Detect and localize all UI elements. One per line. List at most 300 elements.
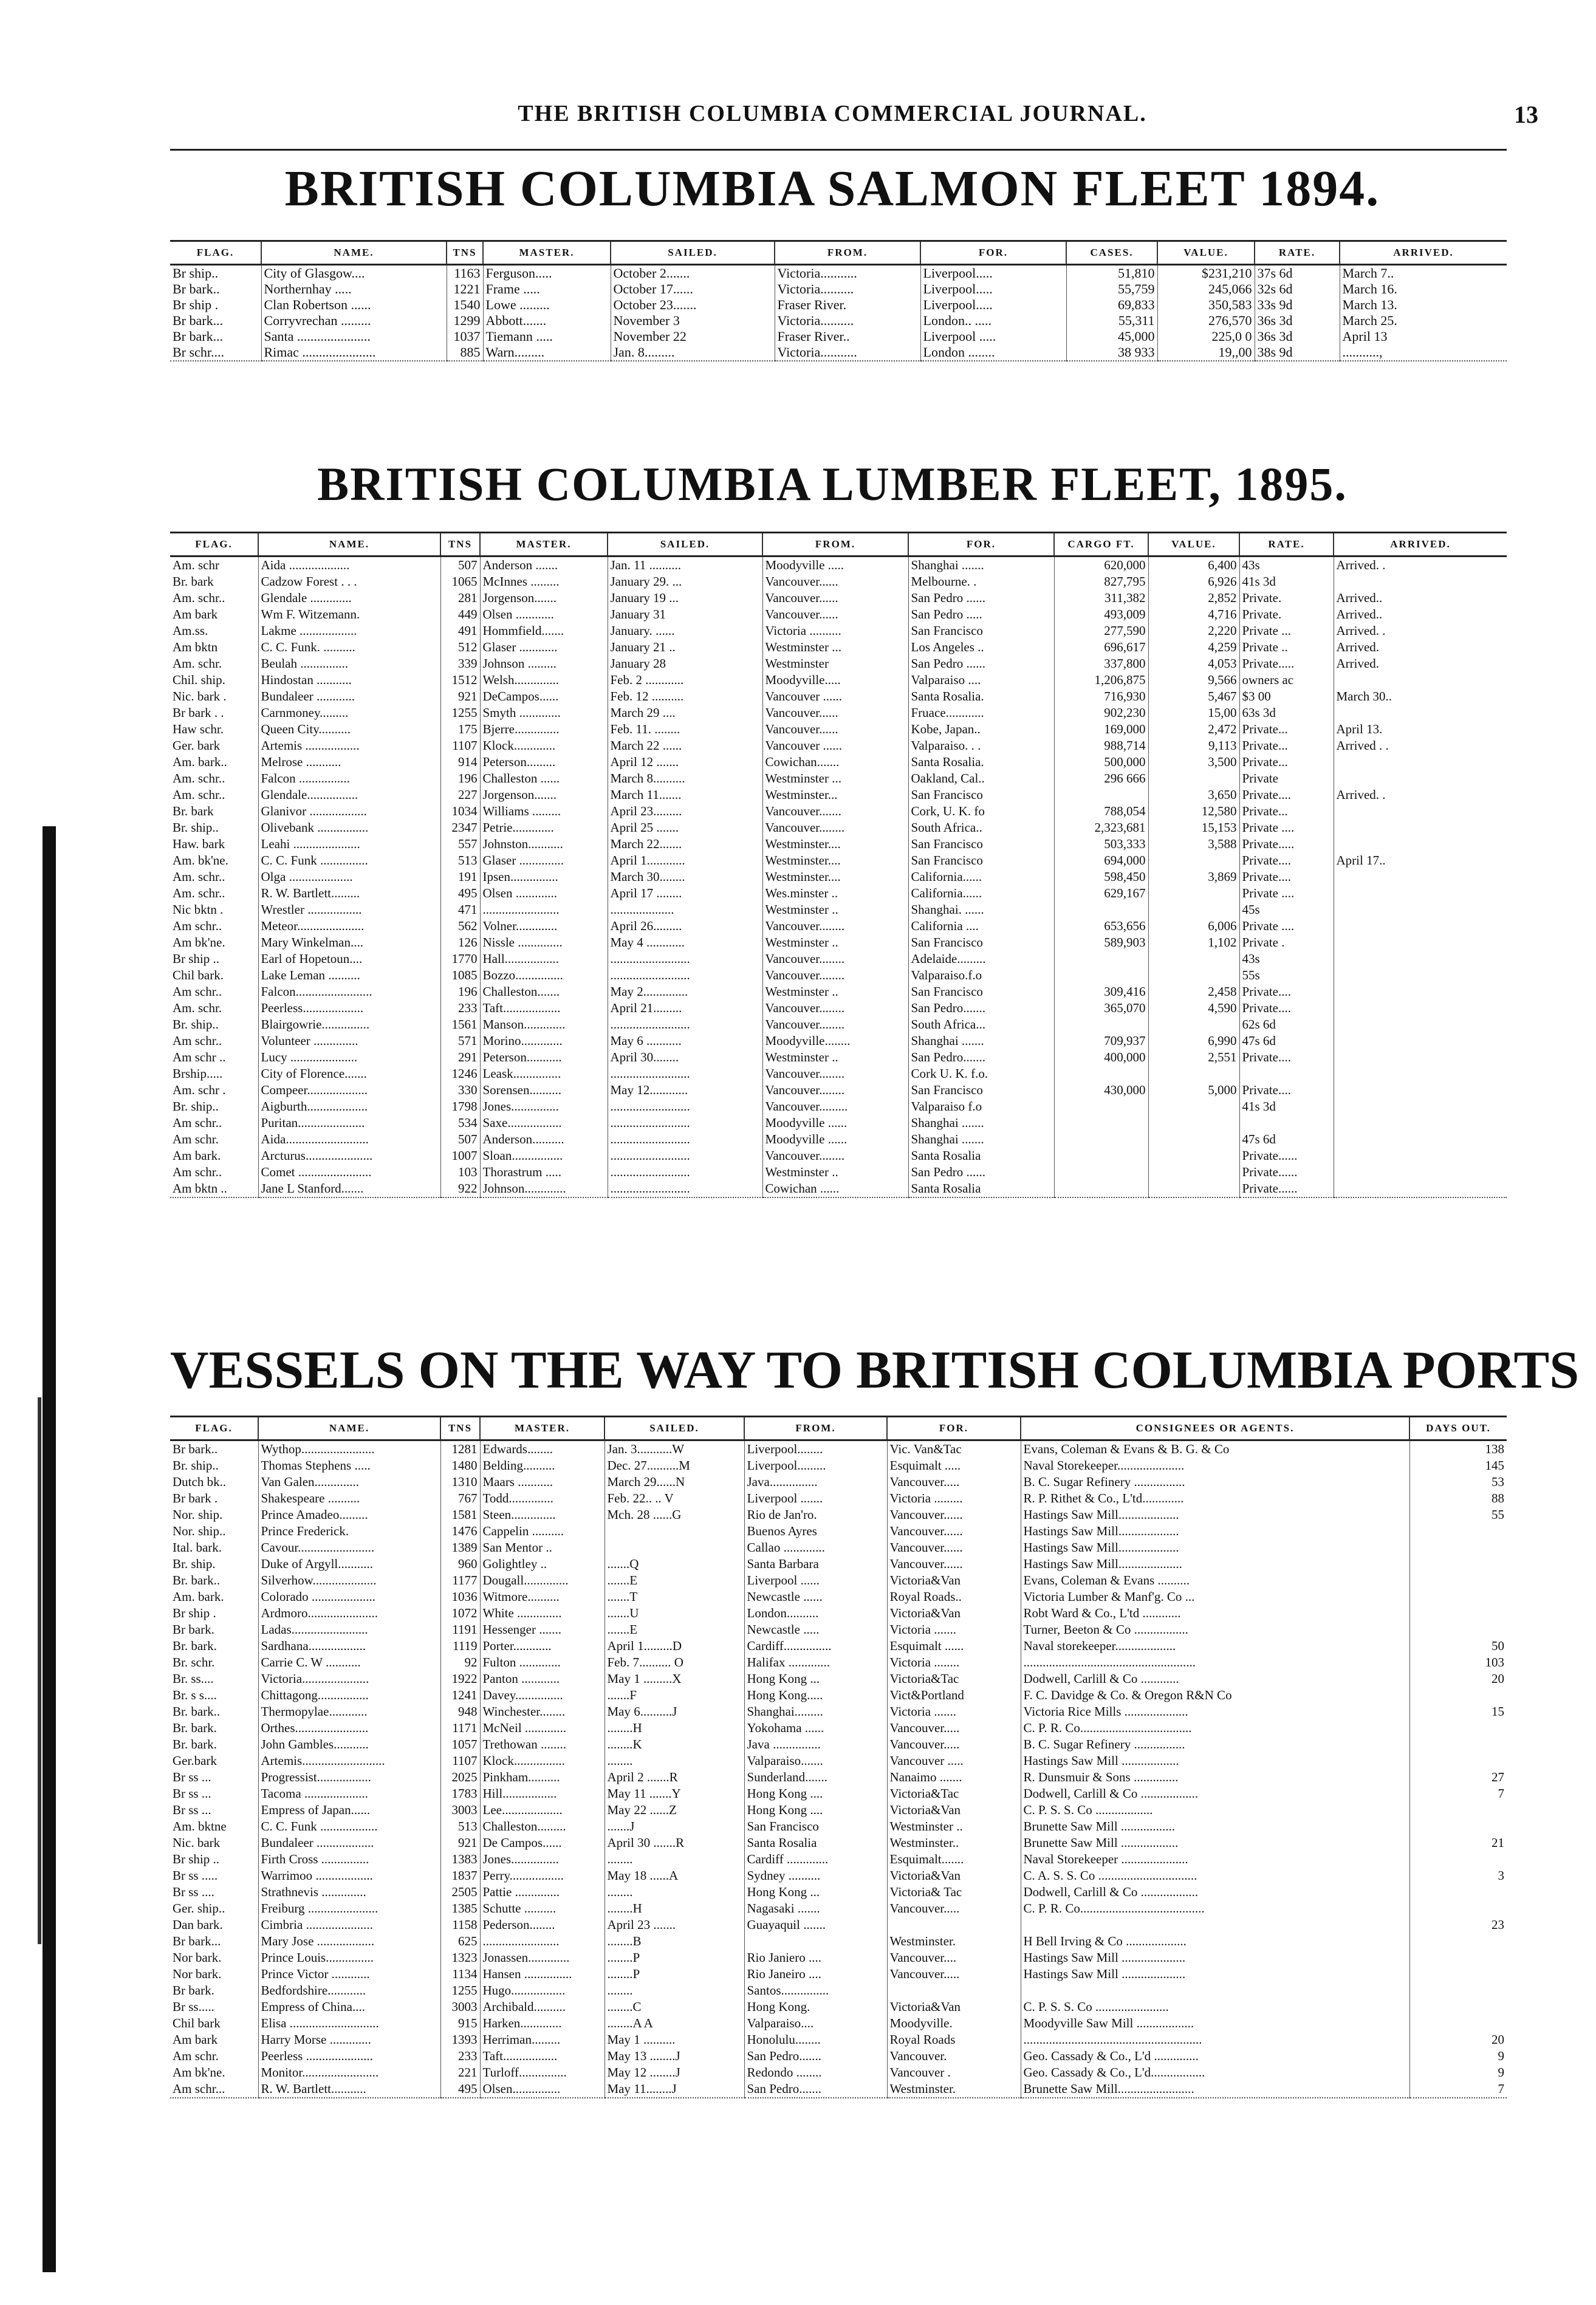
salmon-cell: Northernhay ..... <box>261 281 447 297</box>
vessels-cell: Esquimalt....... <box>887 1851 1021 1868</box>
lumber-cell: Westminster .. <box>762 1049 908 1066</box>
vessels-cell: Halifax ............. <box>744 1654 887 1671</box>
lumber-cell: San Pedro ...... <box>908 590 1054 606</box>
lumber-cell: Cowichan....... <box>762 754 908 770</box>
lumber-cell: 2,220 <box>1148 623 1239 639</box>
lumber-cell: ......................... <box>608 1115 762 1131</box>
lumber-cell: 4,716 <box>1148 606 1239 623</box>
vessels-cell: 145 <box>1409 1457 1507 1474</box>
vessels-cell: Panton ............ <box>480 1671 604 1687</box>
vessels-cell: Herriman......... <box>480 2032 604 2048</box>
lumber-cell: Nic bktn . <box>173 902 224 917</box>
lumber-cell: 557 <box>440 836 480 852</box>
vessels-cell: C. P. S. S. Co ....................... <box>1021 1999 1409 2015</box>
lumber-cell <box>1334 1164 1507 1180</box>
vessels-cell: 1036 <box>440 1589 480 1605</box>
lumber-cell: Private ... <box>1239 623 1334 639</box>
lumber-cell: Am. schr. <box>173 656 222 671</box>
lumber-row <box>170 787 1507 803</box>
vessels-row <box>170 1851 1507 1868</box>
lumber-cell: 296 666 <box>1054 770 1148 787</box>
lumber-row <box>170 1164 1507 1180</box>
lumber-cell: Anderson ....... <box>480 557 608 574</box>
vessels-rows <box>170 1440 1507 2098</box>
lumber-cell: Arrived.. <box>1334 590 1507 606</box>
vessels-cell: Klock................ <box>480 1753 604 1769</box>
lumber-cell: 62s 6d <box>1239 1016 1334 1033</box>
lumber-cell: Am schr.. <box>173 1033 222 1048</box>
lumber-cell: Leahi ..................... <box>258 836 440 852</box>
salmon-col-header: FROM. <box>775 241 920 265</box>
lumber-cell: City of Florence....... <box>258 1066 440 1082</box>
lumber-cell: 2,458 <box>1148 984 1239 1000</box>
vessels-cell: 53 <box>1409 1474 1507 1490</box>
vessels-cell: 1107 <box>440 1753 480 1769</box>
lumber-cell: 15,153 <box>1148 820 1239 836</box>
vessels-cell: Edwards........ <box>480 1440 604 1458</box>
vessels-cell: San Pedro....... <box>744 2048 887 2064</box>
lumber-cell: San Francisco <box>908 623 1054 639</box>
lumber-cell: Challeston ...... <box>480 770 608 787</box>
lumber-cell: Moodyville ...... <box>762 1131 908 1148</box>
lumber-cell: 620,000 <box>1054 557 1148 574</box>
vessels-col-header: CONSIGNEES OR AGENTS. <box>1021 1417 1409 1440</box>
lumber-cell: Am. bark.. <box>173 755 227 769</box>
lumber-cell <box>1334 951 1507 967</box>
vessels-row <box>170 1884 1507 1900</box>
vessels-cell: 1134 <box>440 1966 480 1982</box>
lumber-cell: Bundaleer ............ <box>258 688 440 705</box>
salmon-cell: Jan. 8......... <box>611 344 775 361</box>
vessels-cell: Cavour........................ <box>258 1540 440 1556</box>
vessels-cell: Olsen............... <box>480 2081 604 2098</box>
vessels-cell <box>1409 1572 1507 1589</box>
lumber-cell: 589,903 <box>1054 934 1148 951</box>
vessels-cell: Victoria&Van <box>887 1802 1021 1818</box>
lumber-cell <box>1334 820 1507 836</box>
vessels-cell: Br. bark. <box>173 1721 217 1735</box>
vessels-cell: 20 <box>1409 1671 1507 1687</box>
vessels-cell: April 23 ....... <box>604 1917 744 1933</box>
vessels-row <box>170 1638 1507 1654</box>
vessels-cell: .......F <box>604 1687 744 1704</box>
salmon-cell: Liverpool ..... <box>920 329 1066 344</box>
vessels-cell: Davey............... <box>480 1687 604 1704</box>
lumber-cell: Aigburth................... <box>258 1098 440 1115</box>
lumber-cell: Private.... <box>1239 1049 1334 1066</box>
vessels-cell: 1281 <box>440 1440 480 1458</box>
vessels-cell: Cappelin .......... <box>480 1523 604 1540</box>
vessels-cell: Dodwell, Carlill & Co ............ <box>1021 1671 1409 1687</box>
lumber-cell: 5,000 <box>1148 1082 1239 1098</box>
vessels-cell: Vancouver.... <box>887 1950 1021 1966</box>
vessels-cell: Westminster. <box>887 2081 1021 2098</box>
vessels-cell: Prince Victor ............ <box>258 1966 440 1982</box>
lumber-cell: Shanghai ....... <box>908 557 1054 574</box>
salmon-cell: April 13 <box>1340 329 1507 344</box>
vessels-cell: Victoria..................... <box>258 1671 440 1687</box>
lumber-cell: April 12 ....... <box>608 754 762 770</box>
salmon-header-row <box>170 241 1507 265</box>
lumber-cell: Arrived. . <box>1334 623 1507 639</box>
vessels-cell <box>1409 2015 1507 2032</box>
lumber-cell: DeCampos...... <box>480 688 608 705</box>
lumber-cell: March 30........ <box>608 869 762 885</box>
salmon-cell: Santa ...................... <box>261 329 447 344</box>
lumber-cell: Olga .................... <box>258 869 440 885</box>
lumber-cell <box>1334 918 1507 934</box>
lumber-cell: Westminster <box>762 656 908 672</box>
lumber-cell: Am bark <box>173 607 218 622</box>
lumber-cell: Artemis ................. <box>258 738 440 754</box>
vessels-cell: Westminster .. <box>887 1818 1021 1835</box>
lumber-cell: Br. bark <box>173 804 214 818</box>
vessels-cell: Shanghai......... <box>744 1704 887 1720</box>
vessels-cell: C. P. R. Co....................................... <box>1021 1900 1409 1917</box>
salmon-cell: 55,311 <box>1066 313 1157 329</box>
vessels-cell: 1072 <box>440 1605 480 1622</box>
vessels-cell: ........K <box>604 1736 744 1753</box>
lumber-cell: 6,400 <box>1148 557 1239 574</box>
lumber-cell: Vancouver........ <box>762 820 908 836</box>
lumber-cell: 12,580 <box>1148 803 1239 820</box>
vessels-row <box>170 1474 1507 1490</box>
lumber-cell: 507 <box>440 557 480 574</box>
lumber-cell: San Francisco <box>908 984 1054 1000</box>
vessels-title: VESSELS ON THE WAY TO BRITISH COLUMBIA PORTS <box>170 1341 1580 1400</box>
vessels-cell: Hastings Saw Mill .................... <box>1021 1950 1409 1966</box>
vessels-cell: London.......... <box>744 1605 887 1622</box>
lumber-cell: Meteor..................... <box>258 918 440 934</box>
lumber-cell: Santa Rosalia <box>908 1148 1054 1164</box>
lumber-cell <box>1148 1131 1239 1148</box>
lumber-cell <box>1054 1066 1148 1082</box>
lumber-cell: Private . <box>1239 934 1334 951</box>
vessels-cell: Br ss ... <box>173 1786 211 1801</box>
lumber-cell <box>1148 1148 1239 1164</box>
lumber-cell <box>1334 574 1507 590</box>
lumber-cell: Johnson ......... <box>480 656 608 672</box>
lumber-cell: Vancouver...... <box>762 606 908 623</box>
lumber-cell: Wrestler ................. <box>258 902 440 918</box>
lumber-cell: Challeston....... <box>480 984 608 1000</box>
vessels-row <box>170 1835 1507 1851</box>
lumber-cell: Vancouver....... <box>762 803 908 820</box>
salmon-cell: 1037 <box>447 329 483 344</box>
lumber-cell: 629,167 <box>1054 885 1148 902</box>
vessels-cell: 88 <box>1409 1490 1507 1507</box>
salmon-col-header: MASTER. <box>483 241 611 265</box>
lumber-cell: owners ac <box>1239 672 1334 688</box>
lumber-row <box>170 869 1507 885</box>
vessels-cell: Br ss ... <box>173 1770 211 1784</box>
lumber-cell <box>1148 1180 1239 1197</box>
vessels-row <box>170 1818 1507 1835</box>
vessels-cell: Vancouver..... <box>887 1474 1021 1490</box>
lumber-col-header: SAILED. <box>608 533 762 557</box>
vessels-cell: Vancouver. <box>887 2048 1021 2064</box>
lumber-cell: 43s <box>1239 557 1334 574</box>
vessels-cell: Chil bark <box>173 2016 221 2030</box>
vessels-cell: Victoria ......... <box>887 1490 1021 1507</box>
lumber-cell: Private .. <box>1239 639 1334 656</box>
lumber-header-row <box>170 533 1507 557</box>
lumber-row <box>170 688 1507 705</box>
lumber-cell: Lucy ..................... <box>258 1049 440 1066</box>
lumber-cell: Cowichan ...... <box>762 1180 908 1197</box>
lumber-cell: 6,006 <box>1148 918 1239 934</box>
lumber-row <box>170 1000 1507 1016</box>
vessels-row <box>170 1490 1507 1507</box>
lumber-cell: 1,206,875 <box>1054 672 1148 688</box>
vessels-cell: Vancouver...... <box>887 1556 1021 1572</box>
vessels-cell: Jones............... <box>480 1851 604 1868</box>
vessels-cell: C. P. S. S. Co .................. <box>1021 1802 1409 1818</box>
vessels-cell <box>1409 1884 1507 1900</box>
vessels-cell: Brunette Saw Mill ................. <box>1021 1818 1409 1835</box>
vessels-cell: Yokohama ...... <box>744 1720 887 1736</box>
vessels-row <box>170 1622 1507 1638</box>
vessels-cell: Victoria&Van <box>887 1572 1021 1589</box>
vessels-cell: Freiburg ...................... <box>258 1900 440 1917</box>
vessels-cell: 1310 <box>440 1474 480 1490</box>
lumber-row <box>170 1115 1507 1131</box>
salmon-cell: 36s 3d <box>1255 313 1340 329</box>
salmon-col-header: RATE. <box>1255 241 1340 265</box>
lumber-cell: Nissle .............. <box>480 934 608 951</box>
lumber-cell: 339 <box>440 656 480 672</box>
salmon-cell: London.. ..... <box>920 313 1066 329</box>
lumber-cell: 126 <box>440 934 480 951</box>
vessels-cell: Sardhana.................. <box>258 1638 440 1654</box>
lumber-cell: 330 <box>440 1082 480 1098</box>
lumber-cell: 2,852 <box>1148 590 1239 606</box>
vessels-cell: San Pedro....... <box>744 2081 887 2098</box>
vessels-cell: Steen.............. <box>480 1507 604 1523</box>
vessels-col-header: FOR. <box>887 1417 1021 1440</box>
lumber-cell: Shanghai ....... <box>908 1115 1054 1131</box>
vessels-cell: Br ship . <box>173 1606 216 1620</box>
lumber-cell: 1246 <box>440 1066 480 1082</box>
vessels-cell: May 6..........J <box>604 1704 744 1720</box>
lumber-cell: 2,551 <box>1148 1049 1239 1066</box>
vessels-cell: Hansen ............... <box>480 1966 604 1982</box>
vessels-cell: Pederson........ <box>480 1917 604 1933</box>
salmon-cell: 225,0 0 <box>1157 329 1255 344</box>
lumber-cell: Feb. 2 ............ <box>608 672 762 688</box>
vessels-cell: Liverpool ....... <box>744 1490 887 1507</box>
lumber-col-header: RATE. <box>1239 533 1334 557</box>
vessels-cell: Evans, Coleman & Evans & B. G. & Co <box>1021 1440 1409 1458</box>
vessels-cell: Warrimoo .................. <box>258 1868 440 1884</box>
salmon-cell: 885 <box>447 344 483 361</box>
lumber-cell <box>1334 705 1507 721</box>
lumber-cell: 45s <box>1239 902 1334 918</box>
vessels-cell: April 2 .......R <box>604 1769 744 1786</box>
lumber-cell <box>1334 803 1507 820</box>
vessels-cell: May 1 .......... <box>604 2032 744 2048</box>
vessels-cell: Vancouver ..... <box>887 1753 1021 1769</box>
vessels-cell: 960 <box>440 1556 480 1572</box>
lumber-cell: Private..... <box>1239 836 1334 852</box>
lumber-cell: Private <box>1239 770 1334 787</box>
vessels-cell: Victoria&Van <box>887 1868 1021 1884</box>
lumber-cell: Am bktn <box>173 640 218 654</box>
vessels-cell: Naval Storekeeper ..................... <box>1021 1851 1409 1868</box>
vessels-cell: 7 <box>1409 1786 1507 1802</box>
lumber-col-header: FROM. <box>762 533 908 557</box>
lumber-cell: January 19 ... <box>608 590 762 606</box>
vessels-cell: Feb. 7.......... O <box>604 1654 744 1671</box>
vessels-cell <box>1409 1523 1507 1540</box>
vessels-cell: C. A. S. S. Co ............................... <box>1021 1868 1409 1884</box>
lumber-row <box>170 934 1507 951</box>
lumber-row <box>170 672 1507 688</box>
lumber-cell: 337,800 <box>1054 656 1148 672</box>
vessels-cell: Victoria&Tac <box>887 1786 1021 1802</box>
lumber-row <box>170 606 1507 623</box>
lumber-cell: 4,590 <box>1148 1000 1239 1016</box>
vessels-cell: San Francisco <box>744 1818 887 1835</box>
lumber-row <box>170 639 1507 656</box>
vessels-cell: Belding.......... <box>480 1457 604 1474</box>
lumber-cell: Arrived . . <box>1334 738 1507 754</box>
lumber-cell: 500,000 <box>1054 754 1148 770</box>
vessels-cell: Strathnevis .............. <box>258 1884 440 1900</box>
vessels-cell: Cardiff ............. <box>744 1851 887 1868</box>
lumber-cell: Westminster ... <box>762 770 908 787</box>
lumber-cell: Valparaiso f.o <box>908 1098 1054 1115</box>
lumber-col-header: VALUE. <box>1148 533 1239 557</box>
lumber-cell: Glendale................ <box>258 787 440 803</box>
lumber-cell: Am. schr.. <box>173 771 225 786</box>
salmon-cell: Lowe ......... <box>483 297 611 313</box>
lumber-cell: Petrie............. <box>480 820 608 836</box>
lumber-cell: Jane L Stanford....... <box>258 1180 440 1197</box>
lumber-row <box>170 754 1507 770</box>
lumber-cell: Private..... <box>1239 656 1334 672</box>
lumber-cell <box>1148 770 1239 787</box>
lumber-cell: Vancouver...... <box>762 574 908 590</box>
vessels-cell <box>1409 1818 1507 1835</box>
lumber-cell: Hall................. <box>480 951 608 967</box>
vessels-cell: Victoria Lumber & Manf'g. Co ... <box>1021 1589 1409 1605</box>
salmon-cell: ..........., <box>1340 344 1507 361</box>
vessels-cell: Nor. ship. <box>173 1507 223 1522</box>
lumber-cell: 191 <box>440 869 480 885</box>
vessels-cell: 233 <box>440 2048 480 2064</box>
vessels-cell: Hong Kong..... <box>744 1687 887 1704</box>
lumber-cell: Br. ship.. <box>173 1017 219 1032</box>
vessels-row <box>170 1900 1507 1917</box>
lumber-cell: Moodyville........ <box>762 1033 908 1049</box>
lumber-cell: 103 <box>440 1164 480 1180</box>
vessels-row <box>170 1704 1507 1720</box>
lumber-cell: San Francisco <box>908 836 1054 852</box>
lumber-cell: Smyth ............. <box>480 705 608 721</box>
vessels-cell: 1255 <box>440 1982 480 1999</box>
vessels-cell: Valparaiso.... <box>744 2015 887 2032</box>
lumber-cell: ......................... <box>608 1016 762 1033</box>
lumber-cell <box>1054 787 1148 803</box>
vessels-cell: Br bark. <box>173 1622 214 1637</box>
lumber-row <box>170 1016 1507 1033</box>
vessels-cell: Naval Storekeeper..................... <box>1021 1457 1409 1474</box>
lumber-cell: ......................... <box>608 1164 762 1180</box>
lumber-cell: Glanivor .................. <box>258 803 440 820</box>
lumber-cell <box>1334 1082 1507 1098</box>
lumber-cell: 6,990 <box>1148 1033 1239 1049</box>
lumber-cell <box>1148 967 1239 984</box>
vessels-cell <box>1409 1851 1507 1868</box>
vessels-cell: Am. bark. <box>173 1589 224 1604</box>
vessels-cell: May 18 ......A <box>604 1868 744 1884</box>
lumber-cell: ......................... <box>608 1098 762 1115</box>
vessels-cell: Rio Janeiro .... <box>744 1966 887 1982</box>
lumber-row <box>170 1148 1507 1164</box>
vessels-cell: R. Dunsmuir & Sons .............. <box>1021 1769 1409 1786</box>
vessels-cell: Golightley .. <box>480 1556 604 1572</box>
vessels-cell <box>1409 1753 1507 1769</box>
lumber-row <box>170 1180 1507 1197</box>
vessels-cell: C. P. R. Co................................... <box>1021 1720 1409 1736</box>
vessels-cell <box>1409 1687 1507 1704</box>
lumber-cell: Glaser ............ <box>480 639 608 656</box>
lumber-rows <box>170 557 1507 1198</box>
lumber-cell <box>1334 1000 1507 1016</box>
lumber-row <box>170 836 1507 852</box>
vessels-cell: Santa Rosalia <box>744 1835 887 1851</box>
lumber-row <box>170 705 1507 721</box>
lumber-cell: Private.... <box>1239 787 1334 803</box>
salmon-cell: Corryvrechan ......... <box>261 313 447 329</box>
vessels-cell: Carrie C. W ........... <box>258 1654 440 1671</box>
vessels-cell: 1383 <box>440 1851 480 1868</box>
lumber-cell: Falcon ................ <box>258 770 440 787</box>
vessels-row <box>170 1540 1507 1556</box>
lumber-cell: Am. schr.. <box>173 886 225 900</box>
vessels-cell: Br. ship. <box>173 1557 216 1571</box>
lumber-cell <box>1334 1016 1507 1033</box>
vessels-cell: Ladas........................ <box>258 1622 440 1638</box>
lumber-cell: March 30.. <box>1334 688 1507 705</box>
vessels-cell: Orthes....................... <box>258 1720 440 1736</box>
vessels-cell: Maars ........... <box>480 1474 604 1490</box>
lumber-cell: Bjerre.............. <box>480 721 608 738</box>
salmon-cell: Clan Robertson ...... <box>261 297 447 313</box>
lumber-cell: ......................... <box>608 1131 762 1148</box>
vessels-cell: B. C. Sugar Refinery ................ <box>1021 1474 1409 1490</box>
salmon-cell: March 25. <box>1340 313 1507 329</box>
lumber-cell: Cork U. K. f.o. <box>908 1066 1054 1082</box>
vessels-cell: 3003 <box>440 1999 480 2015</box>
lumber-row <box>170 623 1507 639</box>
lumber-cell: Moodyville..... <box>762 672 908 688</box>
lumber-row <box>170 557 1507 574</box>
lumber-cell: Saxe................. <box>480 1115 608 1131</box>
vessels-cell: Rio Janiero .... <box>744 1950 887 1966</box>
vessels-cell: Prince Amadeo......... <box>258 1507 440 1523</box>
vessels-col-header: NAME. <box>258 1417 440 1440</box>
vessels-cell: .......Q <box>604 1556 744 1572</box>
vessels-cell: Geo. Cassady & Co., L'd................. <box>1021 2064 1409 2081</box>
vessels-cell: Br. bark.. <box>173 1704 221 1719</box>
vessels-cell: Vancouver . <box>887 2064 1021 2081</box>
salmon-fleet-table <box>170 240 1507 361</box>
vessels-cell: Westminster.. <box>887 1835 1021 1851</box>
lumber-row <box>170 984 1507 1000</box>
lumber-cell: 921 <box>440 688 480 705</box>
